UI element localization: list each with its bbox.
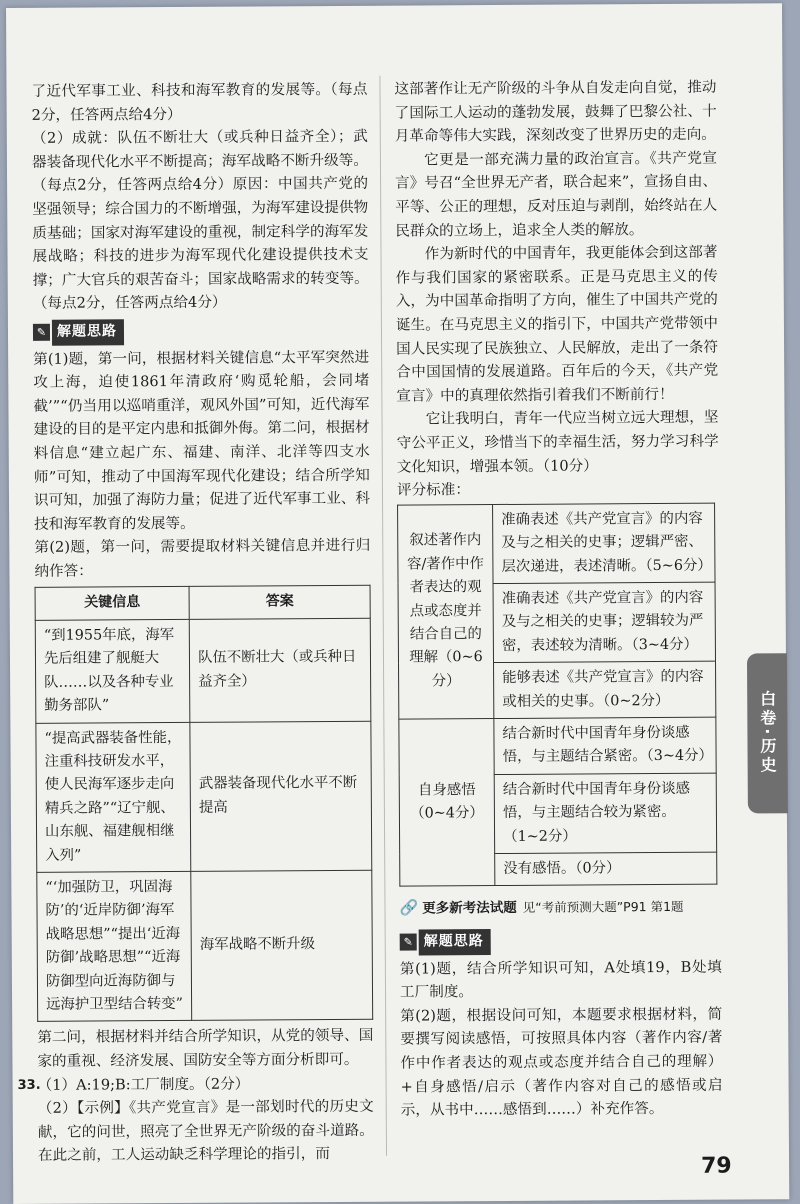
table-header: 关键信息 <box>35 587 189 620</box>
right-column <box>394 76 722 1123</box>
solution-tag-label: 解题思路 <box>419 929 491 955</box>
answer-paragraph: 了近代军事工业、科技和海军教育的发展等。（每点2分，任答两点给4分） <box>31 80 368 124</box>
solution-tag <box>400 929 491 955</box>
answer-paragraph: （2）成就：队伍不断壮大（或兵种日益齐全）；武器装备现代化水平不断提高；海军战略不断升级等。（每点2分，任答两点给4分）原因：中国共产党的坚强领导；综合国力的不断增强，为海军建设提供物质基础；国家对海军建设的重视，制定科学的海军发展战略；科技的进步为海军现代化建设提供技术支撑；广大官兵的艰苦奋斗；国家战略需求的转变等。（每点2分，任答两点给4分） <box>31 127 369 313</box>
table-row <box>36 721 372 872</box>
table-cell: 队伍不断壮大（或兵种日益齐全） <box>189 618 371 722</box>
section-side-tab <box>747 653 788 813</box>
table-cell: 武器装备现代化水平不断提高 <box>190 721 372 872</box>
question-number: 33. <box>17 1077 41 1093</box>
table-header: 答案 <box>189 586 370 620</box>
essay-paragraph: 它让我明白，青年一代应当树立远大理想，坚守公平正义，珍惜当下的幸福生活，努力学习科学文化知识，增强本领。（10分） <box>396 408 719 476</box>
book-page <box>6 3 789 1204</box>
essay-paragraph: 这部著作让无产阶级的斗争从自发走向自觉，推动了国际工人运动的蓬勃发展，鼓舞了巴黎公社、十月革命等伟大实践，深刻改变了世界历史的走向。 <box>394 78 717 145</box>
more-title: 更多新考法试题 <box>422 900 517 917</box>
table-cell: 准确表述《共产党宣言》的内容及与之相关的史事；逻辑严密、层次递进，表述清晰。（5~6分） <box>493 503 715 584</box>
table-cell: “‘加强防卫，巩固海防’的‘近岸防御’海军战略思想”“提出‘近海防御’战略思想”“近海防御型向近海防御与远海护卫型结合转变” <box>37 871 192 1021</box>
pencil-note-icon: ✎ <box>33 324 50 341</box>
table-cell: 没有感悟。（0分） <box>495 852 717 886</box>
side-tab-label: 白卷·历史 <box>757 690 778 776</box>
criteria-group-label: 叙述著作内容/著作中作者表达的观点或态度并结合自己的理解（0~6分） <box>398 504 494 719</box>
solution-paragraph: 第(1)题，第一问，根据材料关键信息“太平军突然进攻上海，迫使1861年清政府‘购觅轮船，会同堵截’”“仍当用以巡哨重洋，观风外国”可知，近代海军建设的目的是平定内患和抵御外侮。第二问，根据材料信息“建立起广东、福建、南洋、北洋等四支水师”可知，推动了中国海军现代化建设；结合所学知识可知，加强了海防力量；促进了近代军事工业、科技和海军教育的发展等。 <box>33 348 371 533</box>
solution-paragraph: 第(1)题，结合所学知识可知，A处填19，B处填工厂制度。 <box>399 958 722 1001</box>
key-info-table <box>35 585 374 1022</box>
criteria-label: 评分标准： <box>396 481 470 499</box>
more-reference: 见“考前预测大题”P91 第1题 <box>522 899 684 916</box>
table-cell: 结合新时代中国青年身份谈感悟，与主题结合紧密。（3~4分） <box>494 717 716 774</box>
table-cell: 准确表述《共产党宣言》的内容及与之相关的史事；逻辑较为严密，表述较为清晰。（3~4分） <box>493 582 715 663</box>
solution-tag-label: 解题思路 <box>52 319 124 345</box>
answer-line: （1）A:19;B:工厂制度。（2分） <box>37 1075 250 1094</box>
scoring-table <box>397 502 717 887</box>
answer-paragraph: （2）【示例】《共产党宣言》是一部划时代的历史文献，它的问世，照亮了全世界无产阶级的奋斗道路。在此之前，工人运动缺乏科学理论的指引，而 <box>37 1097 374 1165</box>
solution-paragraph: 第(2)题，第一问，需要提取材料关键信息并进行归纳作答： <box>34 537 371 580</box>
solution-tag <box>33 319 124 345</box>
link-icon: 🔗 <box>399 898 419 917</box>
table-row <box>35 618 371 723</box>
table-row <box>399 717 716 775</box>
criteria-group-label: 自身感悟（0~4分） <box>399 718 495 886</box>
table-cell: 结合新时代中国青年身份谈感悟，与主题结合较为紧密。（1~2分） <box>494 773 716 854</box>
essay-paragraph: 它更是一部充满力量的政治宣言。《共产党宣言》号召“全世界无产者，联合起来”，宣扬自由、平等、公正的理想，反对压迫与剥削，始终站在人民群众的立场上，追求全人类的解放。 <box>395 149 718 240</box>
solution-paragraph: 第(2)题，根据设问可知，本题要求根据材料，简要撰写阅读感悟，可按照具体内容（著作内容/著作中作者表达的观点或态度并结合自己的理解）+自身感悟/启示（著作内容对自己的感悟或启示，从书中……感悟到……）补充作答。 <box>400 1005 723 1119</box>
table-cell: 海军战略不断升级 <box>191 870 373 1021</box>
solution-paragraph: 第二问，根据材料并结合所学知识，从党的领导、国家的重视、经济发展、国防安全等方面分析即可。 <box>37 1027 374 1070</box>
table-row <box>398 503 715 584</box>
essay-paragraph: 作为新时代的中国青年，我更能体会到这部著作与我们国家的紧密联系。正是马克思主义的传入，为中国革命指明了方向，催生了中国共产党的诞生。在马克思主义的指引下，中国共产党带领中国人民实现了民族独立、人民解放，走出了一条符合中国国情的发展道路。百年后的今天，《共产党宣言》中的真理依然指引着我们不断前行！ <box>395 243 719 405</box>
pencil-note-icon: ✎ <box>400 934 417 951</box>
table-cell: “提高武器装备性能，注重科技研发水平，使人民海军逐步走向精兵之路”“辽宁舰、山东舰、福建舰相继入列” <box>36 722 191 872</box>
more-questions-note <box>399 895 721 922</box>
table-row <box>37 870 373 1021</box>
table-cell: 能够表述《共产党宣言》的内容或相关的史事。（0~2分） <box>494 661 716 718</box>
page-number: 79 <box>701 1153 732 1179</box>
table-cell: “到1955年底，海军先后组建了舰艇大队……以及各种专业勤务部队” <box>35 619 190 723</box>
column-divider <box>379 76 387 1156</box>
left-column <box>17 78 374 1168</box>
